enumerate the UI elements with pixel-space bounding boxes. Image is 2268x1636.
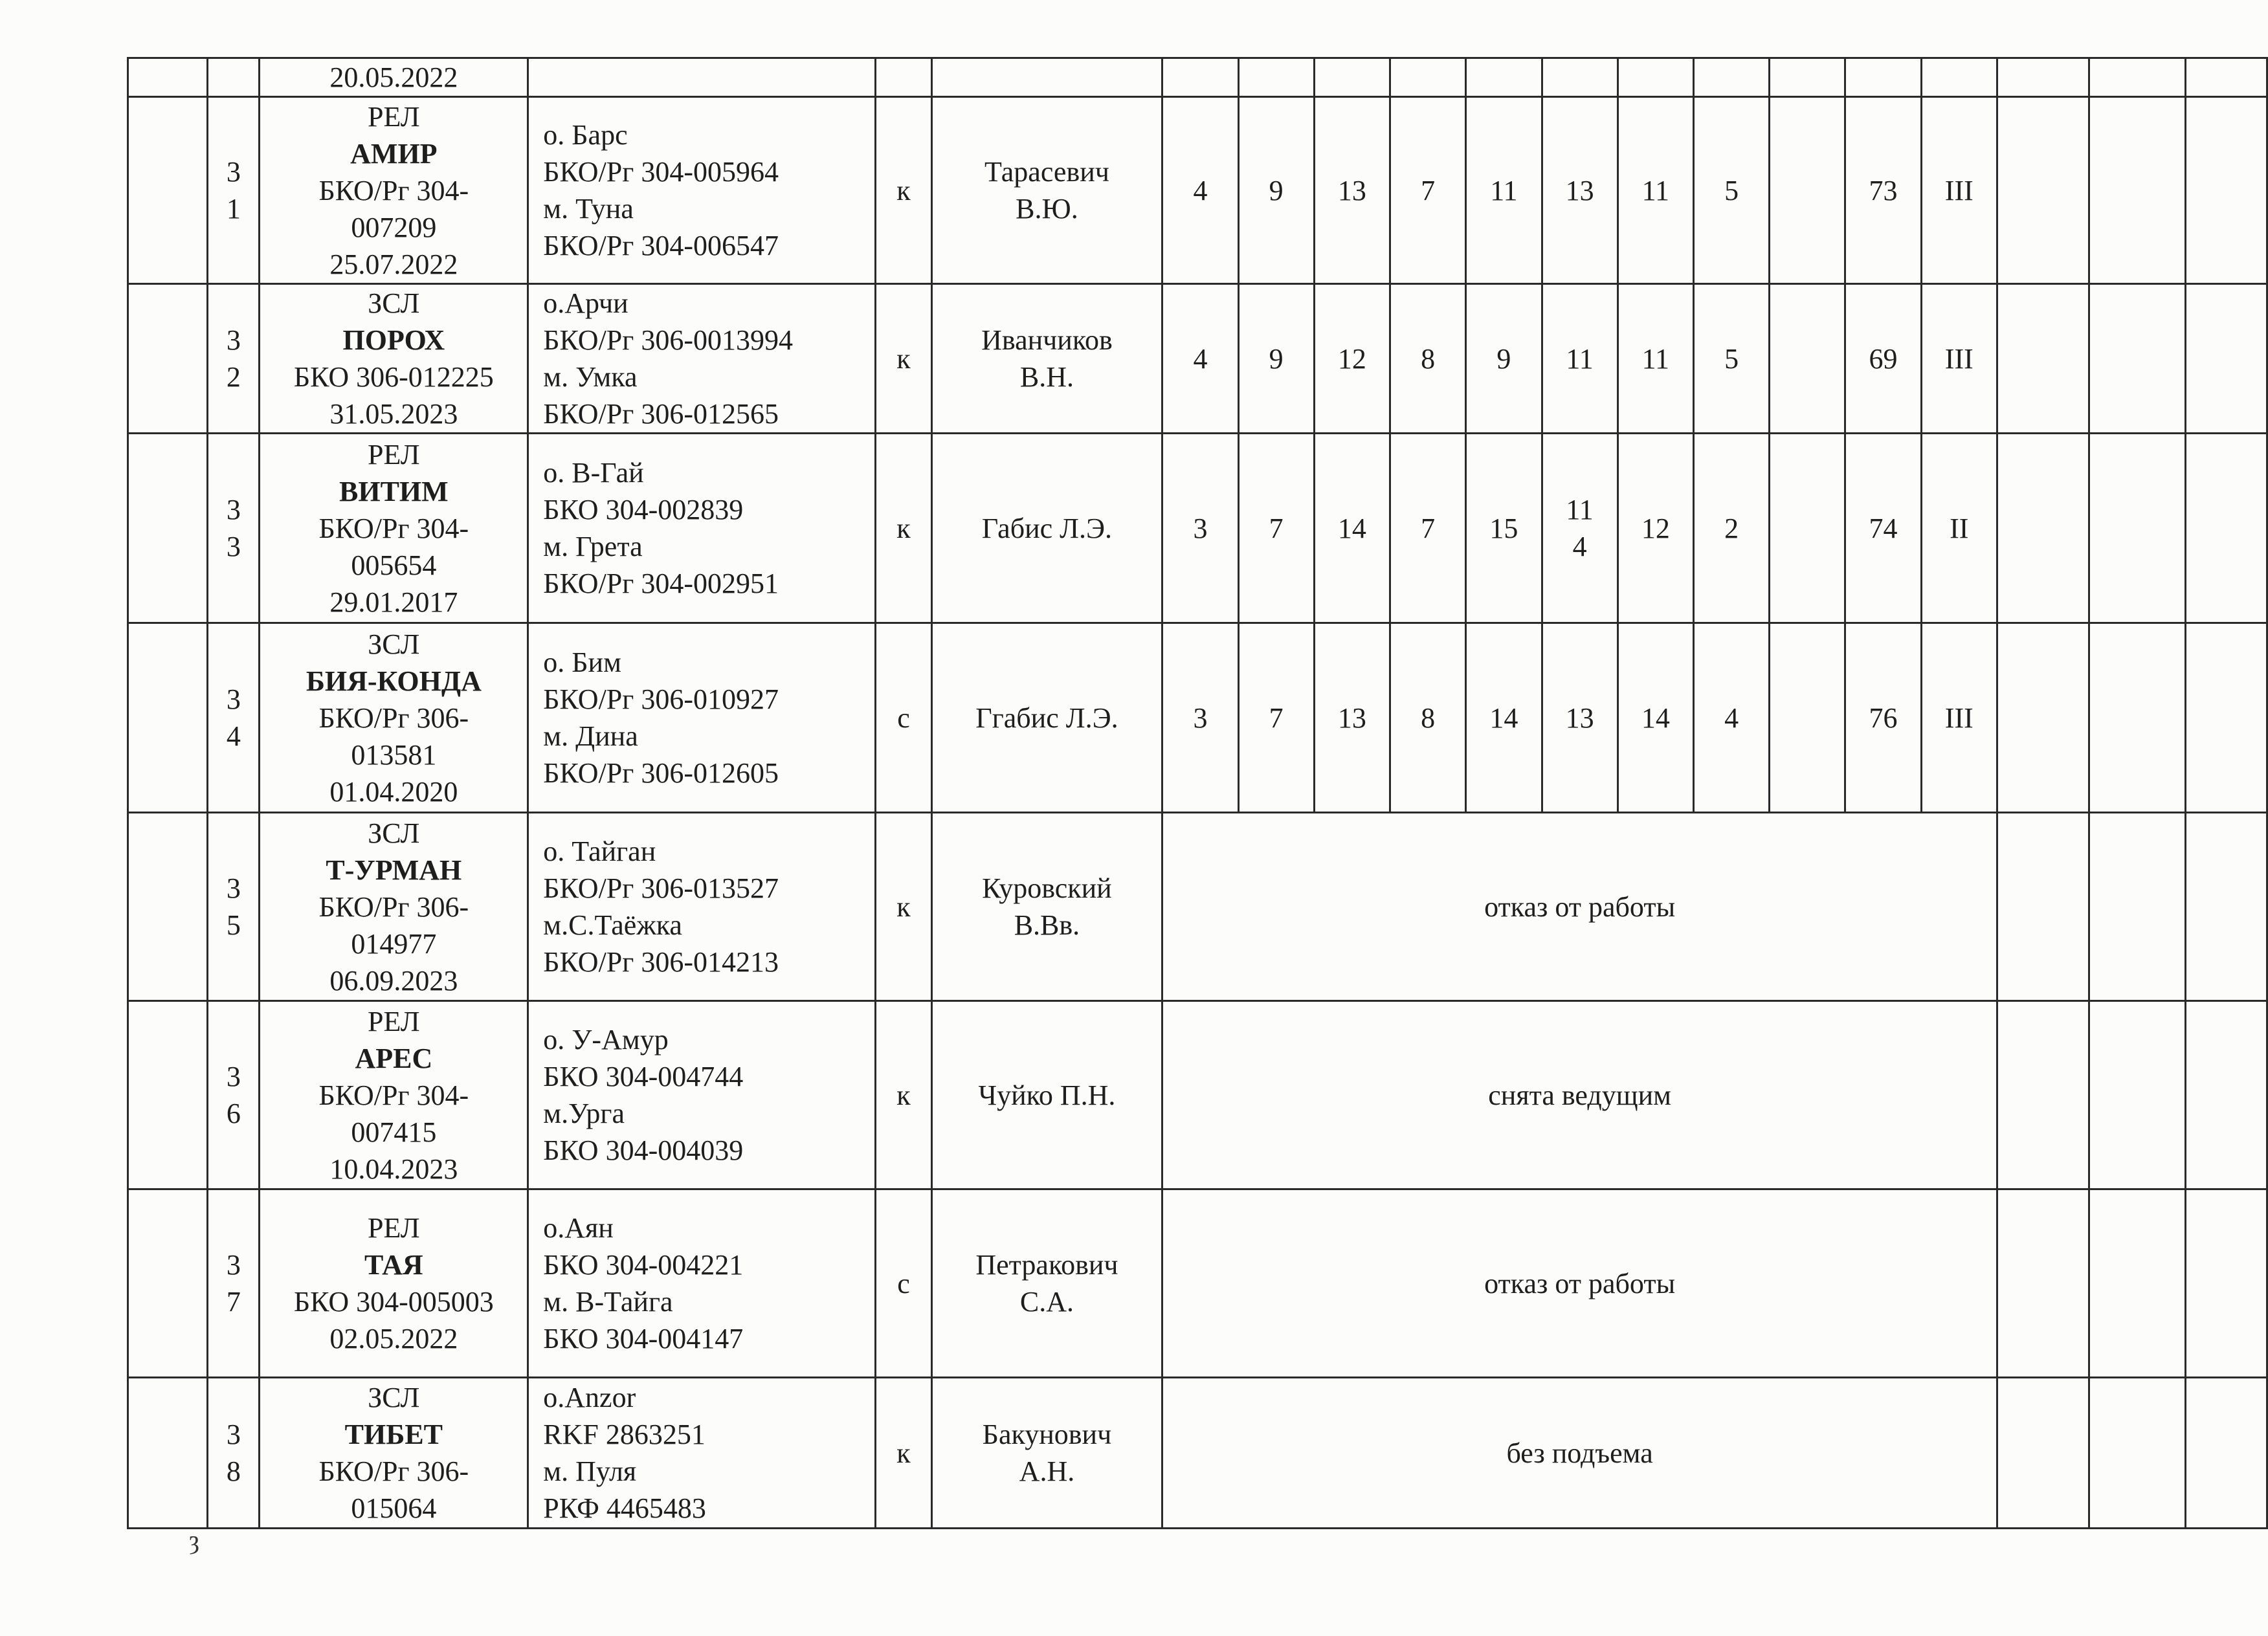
score-cell: 7 <box>1390 97 1466 284</box>
entry-number-digit: 2 <box>226 361 241 393</box>
entry-number-digit: 3 <box>226 324 241 356</box>
parents-cell <box>528 434 876 623</box>
table-row <box>128 97 2267 284</box>
blank-cell <box>128 623 208 813</box>
blank-cell <box>128 813 208 1001</box>
dog-name: ТИБЕТ <box>344 1419 443 1450</box>
dog-breed: ЗСЛ <box>368 817 420 849</box>
entry-number-digit: 5 <box>226 909 241 941</box>
sex-cell: к <box>876 813 931 1001</box>
dog-name: ВИТИМ <box>339 475 449 507</box>
total-score-cell: 76 <box>1845 623 1921 813</box>
score-cell <box>1770 97 1845 284</box>
diploma-cell: III <box>1921 284 1997 434</box>
blank-cell <box>2185 97 2267 284</box>
owner-line: В.Вв. <box>1014 909 1080 941</box>
blank-cell <box>1693 58 1769 97</box>
score-cell: 2 <box>1693 434 1769 623</box>
sex-cell: к <box>876 1001 931 1189</box>
blank-cell <box>931 58 1162 97</box>
dog-birth-date: 02.05.2022 <box>329 1323 458 1354</box>
score-cell: 13 <box>1314 623 1390 813</box>
entry-number-digit: 1 <box>226 193 241 225</box>
score-cell: 5 <box>1693 97 1769 284</box>
blank-cell <box>2089 623 2185 813</box>
dog-registration: 005654 <box>351 549 437 581</box>
score-cell: 12 <box>1314 284 1390 434</box>
owner-line: В.Ю. <box>1016 193 1078 225</box>
blank-cell <box>1162 58 1238 97</box>
score-cell: 5 <box>1693 284 1769 434</box>
entry-number-cell <box>208 97 260 284</box>
dog-breed: ЗСЛ <box>368 287 420 319</box>
score-cell <box>1770 623 1845 813</box>
score-cell <box>1770 284 1845 434</box>
dog-birth-date: 31.05.2023 <box>329 398 458 430</box>
status-cell: снята ведущим <box>1162 1001 1997 1189</box>
dog-registration: 007209 <box>351 211 437 243</box>
dog-registration: БКО 306-012225 <box>293 361 494 393</box>
score-cell: 8 <box>1390 623 1466 813</box>
parent-line: БКО/Рг 304-006547 <box>543 230 779 261</box>
dog-cell <box>260 97 528 284</box>
dog-breed: РЕЛ <box>368 1212 420 1244</box>
parent-line: БКО 304-004039 <box>543 1134 744 1166</box>
blank-cell <box>2185 1001 2267 1189</box>
entry-number-digit: 8 <box>226 1455 241 1487</box>
score-cell: 11 <box>1466 97 1542 284</box>
score-cell: 7 <box>1238 434 1314 623</box>
score-cell: 13 <box>1542 623 1618 813</box>
entry-number-digit: 3 <box>226 1061 241 1092</box>
blank-cell <box>528 58 876 97</box>
entry-number-digit: 6 <box>226 1098 241 1129</box>
blank-cell <box>1390 58 1466 97</box>
table-row-continuation <box>128 58 2267 97</box>
parent-line: о.Аян <box>543 1212 614 1244</box>
entry-number-cell <box>208 1378 260 1529</box>
sex-cell: к <box>876 284 931 434</box>
dog-name: ПОРОХ <box>342 324 445 356</box>
parent-line: БКО/Рг 306-012605 <box>543 757 779 789</box>
dog-registration: 013581 <box>351 738 437 771</box>
dog-cell <box>260 284 528 434</box>
blank-cell <box>1997 97 2089 284</box>
parent-line: м. Дина <box>543 720 638 752</box>
parent-line: БКО/Рг 306-013527 <box>543 872 779 904</box>
dog-registration: БКО 304-005003 <box>293 1286 494 1318</box>
score-part: 11 <box>1566 494 1594 525</box>
entry-number-cell <box>208 1001 260 1189</box>
parent-line: БКО/Рг 304-002951 <box>543 568 779 599</box>
diploma-cell: III <box>1921 97 1997 284</box>
score-cell: 9 <box>1238 284 1314 434</box>
dog-cell <box>260 813 528 1001</box>
entry-number-digit: 3 <box>226 872 241 904</box>
parent-line: БКО/Рг 306-014213 <box>543 946 779 978</box>
dog-registration: БКО/Рг 304- <box>318 174 469 206</box>
score-cell: 13 <box>1314 97 1390 284</box>
blank-cell <box>1542 58 1618 97</box>
blank-cell <box>2185 623 2267 813</box>
owner-cell <box>931 813 1162 1001</box>
blank-cell <box>2089 1378 2185 1529</box>
owner-line: Чуйко П.Н. <box>978 1079 1116 1111</box>
owner-line: Куровский <box>982 872 1112 904</box>
dog-cell <box>260 623 528 813</box>
blank-cell <box>128 284 208 434</box>
blank-cell <box>128 1378 208 1529</box>
blank-cell <box>128 1189 208 1378</box>
blank-cell <box>1921 58 1997 97</box>
entry-number-digit: 7 <box>226 1286 241 1318</box>
sex-cell: к <box>876 434 931 623</box>
parent-line: RKF 2863251 <box>543 1419 706 1450</box>
blank-cell <box>2089 58 2185 97</box>
blank-cell <box>2185 1189 2267 1378</box>
score-cell: 8 <box>1390 284 1466 434</box>
entry-number-cell <box>208 623 260 813</box>
entry-number-cell <box>208 284 260 434</box>
dog-registration: БКО/Рг 304- <box>318 1079 469 1111</box>
owner-cell <box>931 1378 1162 1529</box>
score-cell: 7 <box>1390 434 1466 623</box>
parent-line: БКО 304-004147 <box>543 1323 744 1354</box>
parent-line: БКО/Рг 306-0013994 <box>543 324 793 356</box>
parent-line: БКО 304-002839 <box>543 494 744 525</box>
owner-cell <box>931 1001 1162 1189</box>
owner-cell <box>931 623 1162 813</box>
score-cell: 9 <box>1466 284 1542 434</box>
dog-registration: 014977 <box>351 927 437 960</box>
score-cell: 7 <box>1238 623 1314 813</box>
blank-cell <box>2185 813 2267 1001</box>
parent-line: м. В-Тайга <box>543 1286 673 1318</box>
entry-number-digit: 3 <box>226 531 241 562</box>
parents-cell <box>528 97 876 284</box>
entry-number-cell <box>208 1189 260 1378</box>
diploma-cell: III <box>1921 623 1997 813</box>
dog-registration: БКО/Рг 306- <box>318 702 469 734</box>
status-cell: отказ от работы <box>1162 1189 1997 1378</box>
table-row <box>128 284 2267 434</box>
blank-cell <box>128 1001 208 1189</box>
owner-line: Иванчиков <box>981 324 1113 356</box>
dog-name: АМИР <box>350 137 438 170</box>
parent-line: м.Урга <box>543 1098 625 1129</box>
parent-line: о. Барс <box>543 119 628 151</box>
parent-line: о. У-Амур <box>543 1024 669 1056</box>
dog-name: АРЕС <box>355 1042 433 1074</box>
table-row <box>128 1189 2267 1378</box>
owner-line: Ггабис Л.Э. <box>975 702 1118 734</box>
owner-line: Габис Л.Э. <box>981 512 1113 544</box>
entry-number-digit: 3 <box>226 683 241 715</box>
score-cell: 14 <box>1618 623 1693 813</box>
parent-line: м.С.Таёжка <box>543 909 682 941</box>
score-cell: 15 <box>1466 434 1542 623</box>
dog-birth-date: 29.01.2017 <box>329 586 458 618</box>
dog-breed: ЗСЛ <box>368 1382 420 1413</box>
dog-birth-date: 25.07.2022 <box>329 248 458 280</box>
owner-line: С.А. <box>1019 1286 1074 1318</box>
parent-line: о.Арчи <box>543 287 628 319</box>
sex-cell: к <box>876 97 931 284</box>
blank-cell <box>1997 1378 2089 1529</box>
entry-number-digit: 3 <box>226 156 241 188</box>
footer-mark: ȝ <box>189 1525 199 1554</box>
dog-registration: БКО/Рг 306- <box>318 1455 469 1487</box>
owner-cell <box>931 284 1162 434</box>
dog-breed: РЕЛ <box>368 100 420 133</box>
entry-number-digit: 3 <box>226 494 241 525</box>
dog-breed: ЗСЛ <box>368 628 420 660</box>
dog-cell <box>260 434 528 623</box>
blank-cell <box>1997 434 2089 623</box>
blank-cell <box>1997 813 2089 1001</box>
total-score-cell: 74 <box>1845 434 1921 623</box>
sex-cell: с <box>876 623 931 813</box>
dog-name: ТАЯ <box>364 1249 423 1281</box>
blank-cell <box>2185 284 2267 434</box>
blank-cell <box>208 58 260 97</box>
total-score-cell: 73 <box>1845 97 1921 284</box>
entry-number-cell <box>208 434 260 623</box>
blank-cell <box>1997 623 2089 813</box>
owner-line: В.Н. <box>1019 361 1074 393</box>
blank-cell <box>2185 58 2267 97</box>
score-cell: 13 <box>1542 97 1618 284</box>
blank-cell <box>2185 1378 2267 1529</box>
owner-cell <box>931 434 1162 623</box>
score-cell: 14 <box>1466 623 1542 813</box>
blank-cell <box>1466 58 1542 97</box>
parent-line: БКО 304-004744 <box>543 1061 744 1092</box>
blank-cell <box>2089 1189 2185 1378</box>
blank-cell <box>1997 1001 2089 1189</box>
score-cell: 11 <box>1618 97 1693 284</box>
owner-line: А.Н. <box>1019 1455 1075 1487</box>
dog-name: БИЯ-КОНДА <box>306 665 482 697</box>
score-cell: 12 <box>1618 434 1693 623</box>
entry-number-digit: 3 <box>226 1249 241 1281</box>
parent-line: о.Anzor <box>543 1382 636 1413</box>
results-table <box>127 57 2268 1529</box>
owner-cell <box>931 97 1162 284</box>
dog-cell <box>260 1001 528 1189</box>
blank-cell <box>2089 813 2185 1001</box>
status-cell: без подъема <box>1162 1378 1997 1529</box>
blank-cell <box>128 434 208 623</box>
parent-line: о. В-Гай <box>543 457 644 489</box>
parents-cell <box>528 284 876 434</box>
parent-line: о. Бим <box>543 647 621 678</box>
blank-cell <box>128 97 208 284</box>
table-row <box>128 434 2267 623</box>
blank-cell <box>128 58 208 97</box>
parent-line: БКО 304-004221 <box>543 1249 744 1281</box>
dog-cell <box>260 1378 528 1529</box>
parents-cell <box>528 1378 876 1529</box>
dog-registration: 007415 <box>351 1116 437 1148</box>
diploma-cell: II <box>1921 434 1997 623</box>
entry-number-digit: 4 <box>226 720 241 752</box>
score-cell: 11 <box>1618 284 1693 434</box>
parent-line: БКО/Рг 304-005964 <box>543 156 779 188</box>
table-row <box>128 1378 2267 1529</box>
owner-line: Петракович <box>975 1249 1118 1281</box>
score-cell: 4 <box>1162 97 1238 284</box>
parent-line: БКО/Рг 306-010927 <box>543 683 779 715</box>
parent-line: РКФ 4465483 <box>543 1492 706 1524</box>
blank-cell <box>2089 1001 2185 1189</box>
entry-number-cell <box>208 813 260 1001</box>
owner-line: Бакунович <box>982 1419 1112 1450</box>
parent-line: м. Грета <box>543 531 643 562</box>
entry-number-digit: 3 <box>226 1419 241 1450</box>
score-cell: 4 <box>1693 623 1769 813</box>
parent-line: о. Тайган <box>543 835 656 867</box>
score-cell <box>1770 434 1845 623</box>
parents-cell <box>528 813 876 1001</box>
parents-cell <box>528 1001 876 1189</box>
parent-line: м. Туна <box>543 193 634 225</box>
score-cell <box>1542 434 1618 623</box>
parents-cell <box>528 623 876 813</box>
blank-cell <box>1845 58 1921 97</box>
sex-cell: с <box>876 1189 931 1378</box>
blank-cell <box>1997 284 2089 434</box>
score-cell: 4 <box>1162 284 1238 434</box>
status-cell: отказ от работы <box>1162 813 1997 1001</box>
dog-breed: РЕЛ <box>368 1005 420 1037</box>
score-cell: 3 <box>1162 623 1238 813</box>
owner-cell <box>931 1189 1162 1378</box>
total-score-cell: 69 <box>1845 284 1921 434</box>
score-cell: 3 <box>1162 434 1238 623</box>
score-part: 4 <box>1572 531 1587 562</box>
blank-cell <box>2089 97 2185 284</box>
score-cell: 11 <box>1542 284 1618 434</box>
sex-cell: к <box>876 1378 931 1529</box>
blank-cell <box>876 58 931 97</box>
dog-birth-date: 01.04.2020 <box>329 775 458 808</box>
dog-name: Т-УРМАН <box>326 854 462 886</box>
parent-line: БКО/Рг 306-012565 <box>543 398 779 430</box>
dog-registration: 015064 <box>351 1492 437 1524</box>
table-row <box>128 623 2267 813</box>
score-cell: 14 <box>1314 434 1390 623</box>
dog-cell <box>260 1189 528 1378</box>
dog-date-cell: 20.05.2022 <box>260 58 528 97</box>
blank-cell <box>1238 58 1314 97</box>
table-row <box>128 813 2267 1001</box>
dog-breed: РЕЛ <box>368 438 420 470</box>
owner-line: Тарасевич <box>984 156 1109 188</box>
blank-cell <box>2089 434 2185 623</box>
parent-line: м. Умка <box>543 361 638 393</box>
dog-registration: БКО/Рг 304- <box>318 512 469 544</box>
dog-birth-date: 06.09.2023 <box>329 964 458 997</box>
blank-cell <box>1314 58 1390 97</box>
blank-cell <box>2185 434 2267 623</box>
blank-cell <box>1618 58 1693 97</box>
parents-cell <box>528 1189 876 1378</box>
score-cell: 9 <box>1238 97 1314 284</box>
table-row <box>128 1001 2267 1189</box>
blank-cell <box>1997 58 2089 97</box>
dog-registration: БКО/Рг 306- <box>318 890 469 923</box>
blank-cell <box>2089 284 2185 434</box>
parent-line: м. Пуля <box>543 1455 637 1487</box>
blank-cell <box>1997 1189 2089 1378</box>
blank-cell <box>1770 58 1845 97</box>
dog-birth-date: 10.04.2023 <box>329 1153 458 1185</box>
